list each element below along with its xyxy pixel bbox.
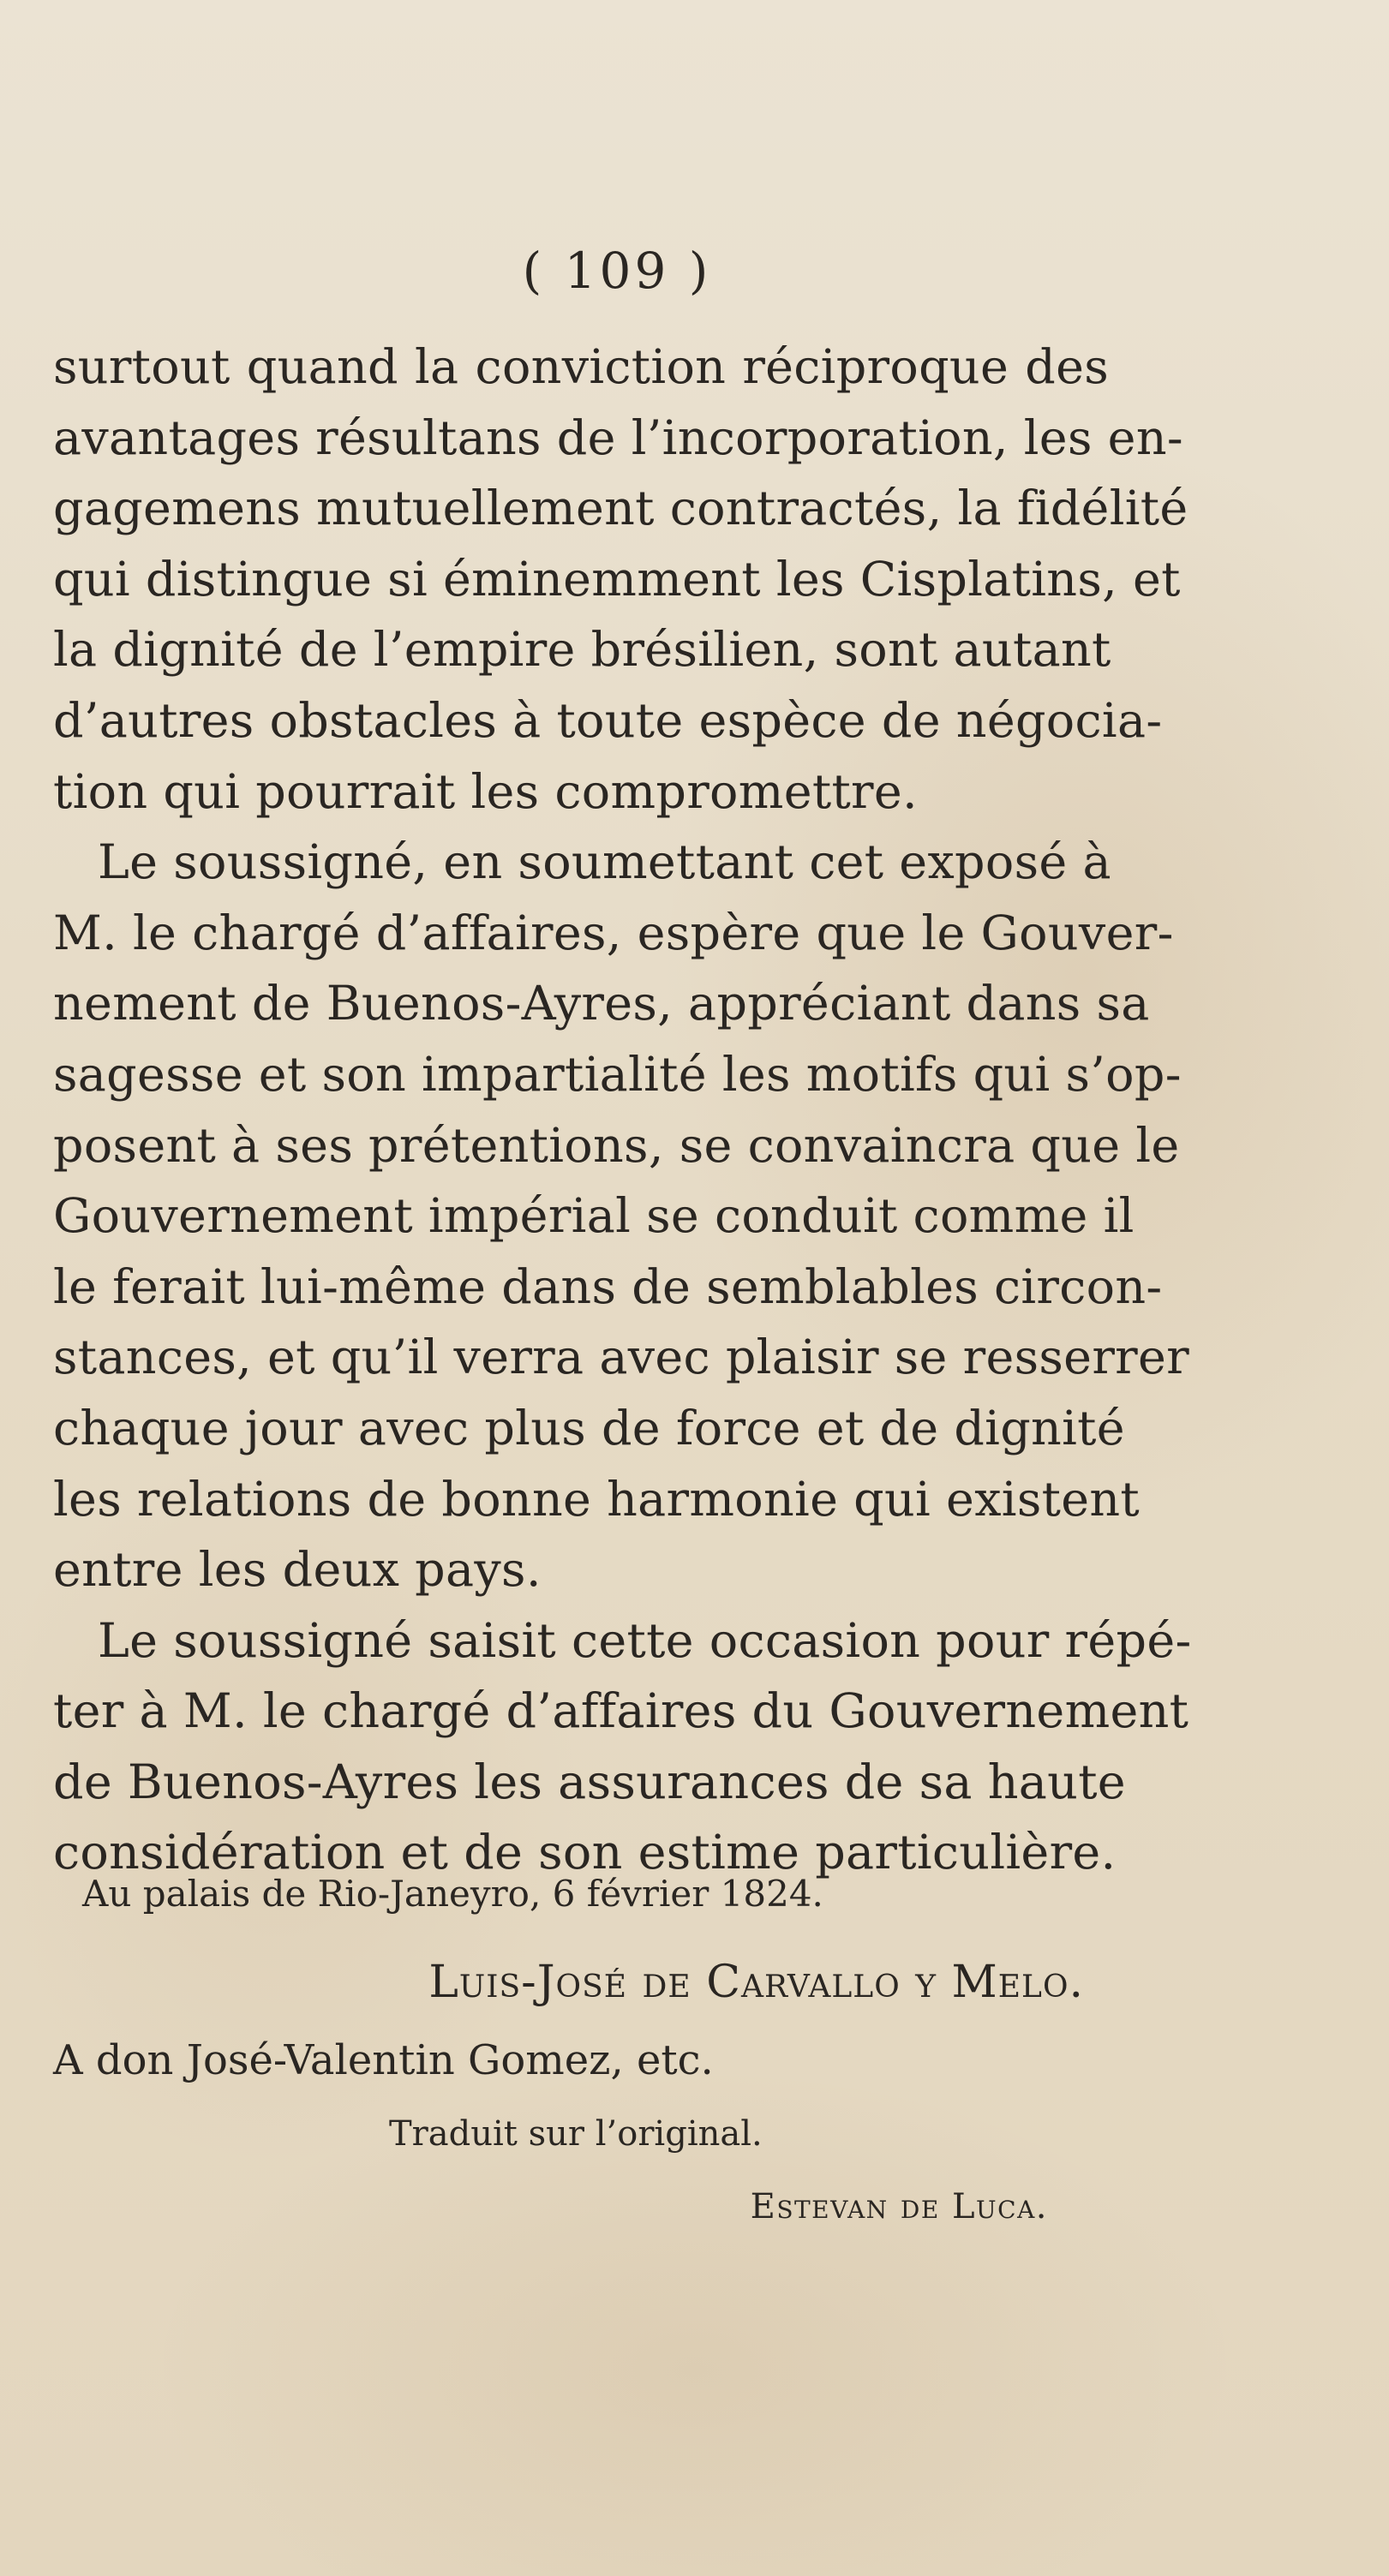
text-line: qui distingue si éminemment les Cisplatins, et — [53, 551, 1181, 607]
text-line: chaque jour avec plus de force et de dignité — [53, 1400, 1125, 1456]
text-line: ter à M. le chargé d’affaires du Gouvernement — [53, 1683, 1189, 1740]
text-line: stances, et qu’il verra avec plaisir se resserrer — [53, 1330, 1189, 1386]
translator-signature: Estevan de Luca. — [750, 2187, 1048, 2226]
text-line: le ferait lui-même dans de semblables circon- — [53, 1258, 1163, 1315]
text-line: surtout quand la conviction réciproque des — [53, 339, 1109, 395]
text-line: d’autres obstacles à toute espèce de négocia- — [53, 692, 1163, 749]
text-line: les relations de bonne harmonie qui existent — [53, 1471, 1141, 1527]
text-line: Gouvernement impérial se conduit comme il — [53, 1188, 1135, 1245]
text-line: gagemens mutuellement contractés, la fidélité — [53, 481, 1188, 537]
text-line: Le soussigné, en soumettant cet exposé à — [98, 834, 1111, 891]
text-line: de Buenos-Ayres les assurances de sa haute — [53, 1754, 1126, 1810]
text-line: posent à ses prétentions, se convaincra que le — [53, 1117, 1180, 1174]
text-line: sagesse et son impartialité les motifs qui s’op- — [53, 1046, 1182, 1103]
text-line: la dignité de l’empire brésilien, sont autant — [53, 622, 1111, 678]
text-line: nement de Buenos-Ayres, appréciant dans sa — [53, 976, 1150, 1032]
translated-note: Traduit sur l’original. — [389, 2114, 763, 2154]
dateline: Au palais de Rio-Janeyro, 6 février 1824. — [82, 1873, 823, 1915]
addressee: A don José-Valentin Gomez, etc. — [53, 2036, 714, 2084]
body-text — [53, 332, 1192, 1889]
text-line: tion qui pourrait les compromettre. — [53, 763, 918, 820]
text-line: Le soussigné saisit cette occasion pour répé- — [98, 1612, 1192, 1669]
page-number: ( 109 ) — [522, 242, 712, 300]
text-line: M. le chargé d’affaires, espère que le Gouver- — [53, 905, 1174, 961]
signature: Luis-José de Carvallo y Melo. — [428, 1957, 1084, 2008]
text-line: entre les deux pays. — [53, 1542, 542, 1599]
text-line: considération et de son estime particulière. — [53, 1825, 1117, 1881]
text-line: avantages résultans de l’incorporation, les en- — [53, 409, 1183, 466]
